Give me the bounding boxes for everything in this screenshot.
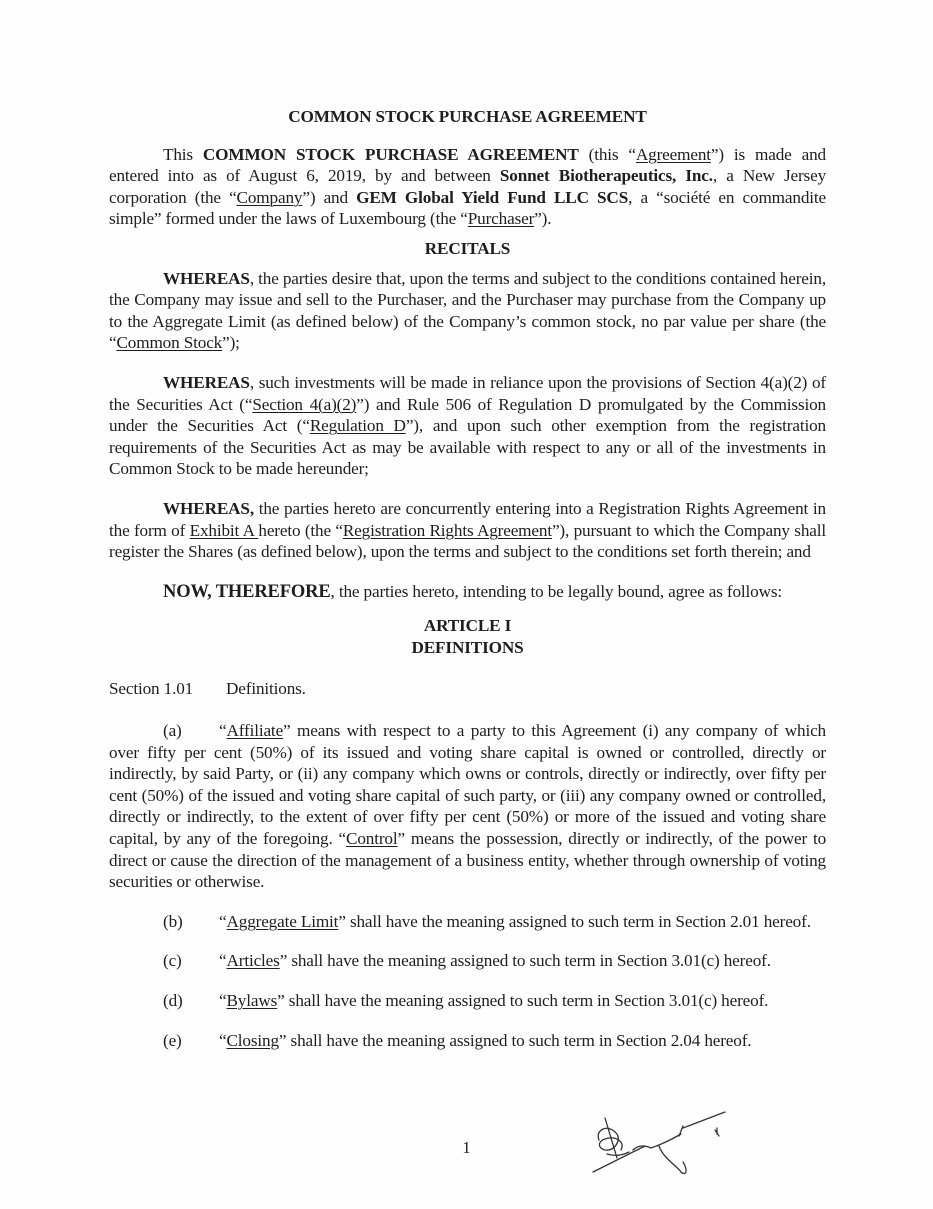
definition-text: ” shall have the meaning assigned to such term in Section 3.01(c) hereof. xyxy=(279,951,771,971)
defined-term-agreement: Agreement xyxy=(635,144,711,164)
page-number: 1 xyxy=(462,1138,471,1157)
now-therefore-text: , the parties hereto, intending to be legally bound, agree as follows: xyxy=(330,581,783,601)
definition-text: ” means with respect to a party to this Agreement (i) any company of which over fifty per cent (50%) of its issued and voting share capital is owned or controlled, directly or indirectly, by said Party, or (ii) any company which owns or controls, directly or indirectly, over fifty per cent (50%) of the issued and voting share capital of such party, or (iii) any company owned or controlled, directly or indirectly, to the extent of over fifty per cent (50%) or more of the issued and voting share capital, by any of the foregoing. “ xyxy=(109,721,826,849)
intro-text: , a “société en commandite simple” formed under the laws of Luxembourg (the “ xyxy=(109,187,826,229)
definition-letter: (e) xyxy=(163,1030,182,1050)
recital-1 xyxy=(109,268,826,354)
now-therefore-keyword: NOW, THEREFORE xyxy=(163,581,331,602)
company-name: Sonnet Biotherapeutics, Inc. xyxy=(499,166,713,186)
definition-affiliate xyxy=(109,720,826,893)
open-quote: “ xyxy=(219,721,227,741)
defined-term: Control xyxy=(346,829,398,849)
recitals-heading: RECITALS xyxy=(424,238,511,258)
definition-text: ” shall have the meaning assigned to such term in Section 3.01(c) hereof. xyxy=(277,991,769,1010)
defined-term-common-stock: Common Stock xyxy=(116,333,223,353)
recital-text: the parties hereto are concurrently entering into a Registration Rights Agreement in the form of xyxy=(109,498,826,540)
intro-text: ”) and xyxy=(302,187,357,207)
agreement-name: COMMON STOCK PURCHASE AGREEMENT xyxy=(202,144,579,164)
defined-term: Bylaws xyxy=(226,991,278,1010)
recital-text: , such investments will be made in reliance upon the provisions of Section 4(a)(2) of the Securities Act (“ xyxy=(109,372,826,414)
defined-term-registration-rights-agreement: Registration Rights Agreement xyxy=(342,520,552,540)
open-quote: “ xyxy=(219,951,227,971)
section-heading xyxy=(109,678,826,700)
open-quote: “ xyxy=(219,991,227,1010)
recital-text: ”); xyxy=(222,333,240,353)
intro-text: This xyxy=(163,144,203,164)
recital-3 xyxy=(109,498,826,563)
recital-text: ”) and Rule 506 of Regulation D promulgated by the Commission under the Securities Act (“ xyxy=(109,394,827,436)
section-number: Section 1.01 xyxy=(109,679,194,699)
signature-icon xyxy=(585,1110,735,1180)
defined-term-purchaser: Purchaser xyxy=(467,209,535,229)
definition-articles xyxy=(109,950,826,972)
definition-text: ” shall have the meaning assigned to such term in Section 2.01 hereof. xyxy=(338,911,811,931)
document-body xyxy=(109,106,826,1051)
definition-letter: (c) xyxy=(163,951,182,971)
section-title: Definitions. xyxy=(226,679,306,699)
exhibit-a-reference: Exhibit A xyxy=(189,520,259,540)
recital-text: hereto (the “ xyxy=(258,520,343,540)
whereas-keyword: WHEREAS, xyxy=(163,498,254,518)
whereas-keyword: WHEREAS xyxy=(163,372,250,392)
intro-text: ”) is made and entered into as of August 6, 2019, by and between xyxy=(109,144,826,186)
intro-paragraph xyxy=(109,144,826,230)
defined-term: Aggregate Limit xyxy=(226,911,339,931)
open-quote: “ xyxy=(219,1030,227,1050)
purchaser-name: GEM Global Yield Fund LLC SCS xyxy=(356,187,629,207)
definition-text: ” shall have the meaning assigned to such term in Section 2.04 hereof. xyxy=(278,1030,752,1050)
intro-text: (this “ xyxy=(578,144,636,164)
recital-2 xyxy=(109,372,826,480)
open-quote: “ xyxy=(219,911,227,931)
defined-term: Affiliate xyxy=(226,721,284,741)
definition-text: ” means the possession, directly or indirectly, of the power to direct or cause the direction of the management of a business entity, whether through ownership of voting securities or otherwise. xyxy=(109,829,827,892)
now-therefore-paragraph xyxy=(109,581,826,604)
recital-text: ”), and upon such other exemption from the registration requirements of the Securities Act as may be available with respect to any or all of the investments in Common Stock to be made hereunder; xyxy=(109,416,826,479)
definition-aggregate-limit xyxy=(109,911,826,933)
defined-term: Articles xyxy=(226,951,280,971)
recital-text: ”), pursuant to which the Company shall register the Shares (as defined below), upon the terms and subject to the conditions set forth therein; and xyxy=(109,520,826,562)
definition-bylaws xyxy=(109,990,826,1012)
defined-term: Closing xyxy=(226,1030,279,1050)
article-heading: ARTICLE I xyxy=(423,616,512,636)
document-title: COMMON STOCK PURCHASE AGREEMENT xyxy=(288,107,647,126)
article-title: DEFINITIONS xyxy=(411,637,524,657)
recital-text: , the parties desire that, upon the terms and subject to the conditions contained herein, the Company may issue and sell to the Purchaser, and the Purchaser may purchase from the Company up to the Aggregate Limit (as defined below) of the Company’s common stock, no par value per share (the “ xyxy=(109,268,826,353)
whereas-keyword: WHEREAS xyxy=(163,268,250,288)
intro-text: , a New Jersey corporation (the “ xyxy=(109,166,827,207)
definition-letter: (d) xyxy=(163,991,183,1010)
defined-term-regulation-d: Regulation D xyxy=(309,416,406,436)
definition-closing xyxy=(109,1030,826,1052)
definition-letter: (b) xyxy=(163,911,183,931)
definition-letter: (a) xyxy=(163,721,182,741)
intro-text: ”). xyxy=(534,209,552,229)
defined-term-section-4a2: Section 4(a)(2) xyxy=(252,394,357,414)
defined-term-company: Company xyxy=(236,187,303,207)
